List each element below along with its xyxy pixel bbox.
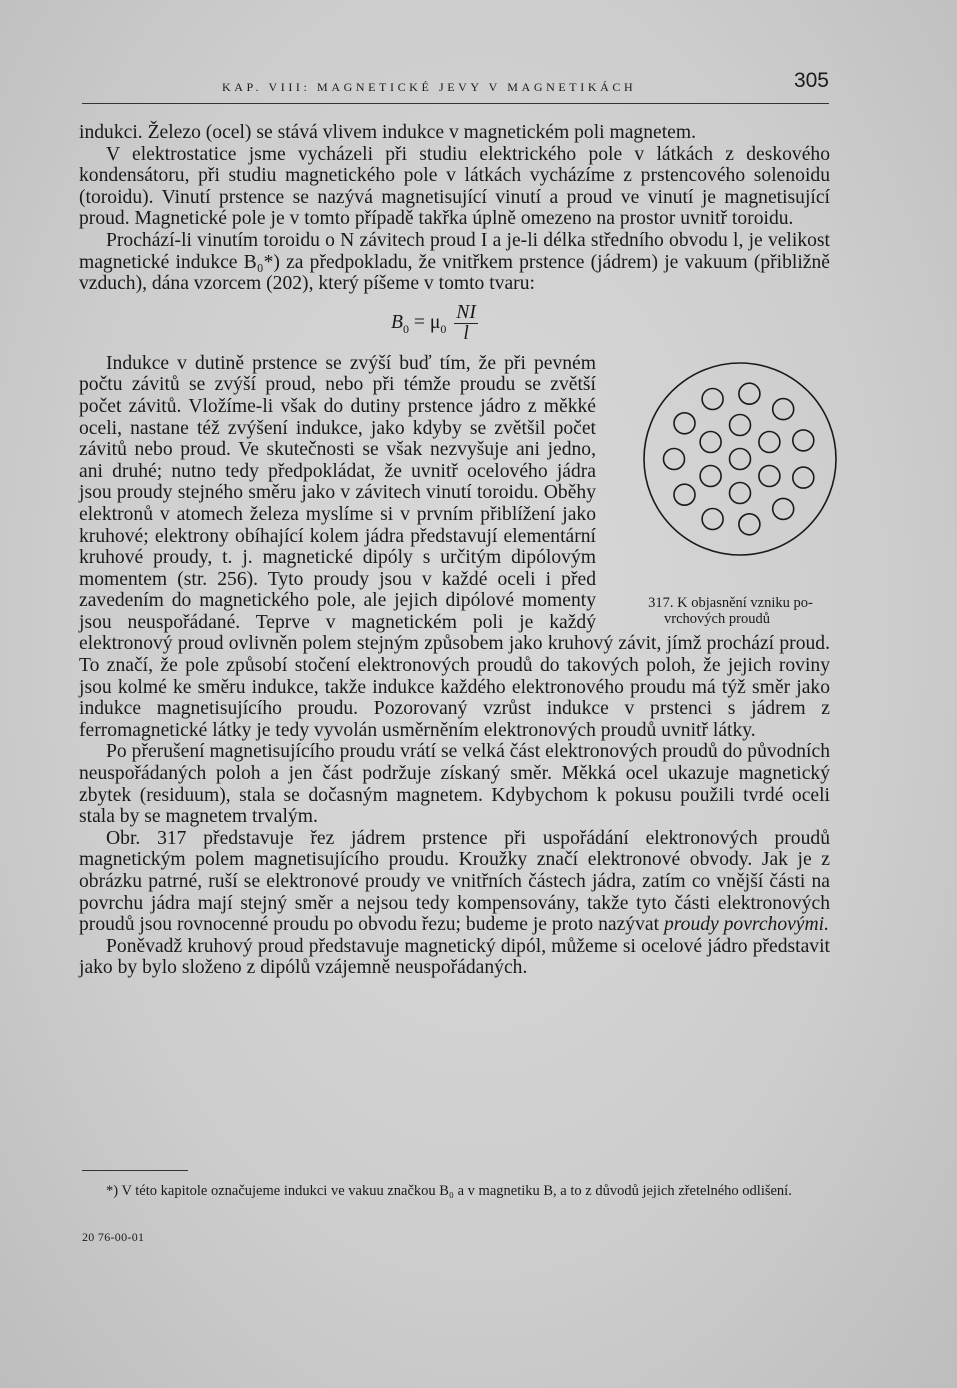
body-text — [79, 122, 830, 979]
electron-loop — [739, 383, 760, 404]
page-header — [82, 60, 829, 104]
formula-202 — [79, 295, 830, 353]
formula-equals: = — [413, 311, 425, 333]
electron-loop — [674, 413, 695, 434]
paragraph-1: indukci. Železo (ocel) se stává vlivem indukce v magnetickém poli magnetem. — [79, 122, 696, 143]
figure-caption-line-2: vrchových proudů — [664, 610, 770, 627]
electron-loop — [700, 465, 721, 486]
formula-mu: μ — [429, 311, 441, 333]
core-cross-section-diagram — [640, 359, 840, 559]
electron-loop — [739, 514, 760, 535]
paragraph-4 — [79, 353, 830, 742]
electron-loop — [702, 388, 723, 409]
formula-fraction — [454, 303, 478, 344]
surface-currents-term: proudy povrchovými. — [663, 914, 829, 936]
electron-loop — [702, 508, 723, 529]
printer-signature: 20 76-00-01 — [82, 1230, 145, 1244]
core-outline — [644, 363, 836, 555]
electron-loop — [674, 484, 695, 505]
running-head: KAP. VIII: MAGNETICKÉ JEVY V MAGNETIKÁCH — [222, 80, 637, 94]
electron-loop — [793, 467, 814, 488]
paragraph-6 — [79, 828, 830, 936]
paragraph-5: Po přerušení magnetisujícího proudu vrátí se velká část elektronových proudů do původních neuspořádaných poloh a jen část podržuje získaný směr. Měkká ocel ukazuje magnetický zbytek (residuum), stala se dočasným magnetem. Kdybychom k pokusu použili tvrdé oceli stala by se magnetem trvalým. — [79, 741, 830, 828]
figure-caption-line-1: 317. K objasnění vzniku po- — [648, 594, 813, 611]
paragraph-4-text: Indukce v dutině prstence se zvýší buď tím, že při pevném počtu závitů se zvýší proud, nebo při témže proudu se zvětší počet závitů. Vložíme-li však do dutiny prstence jádro z měkké oceli, nastane též zvýšení indukce, jako kdyby se zvětšil počet závitů nebo proud. Ve skutečnosti se však nezvyšuje ani jedno, ani druhé; nutno tedy předpokládat, že uvnitř ocelového jádra jsou proudy stejného směru jako v závitech vinutí toroidu. Oběhy elektronů v atomech železa myslíme si v prvním přiblížení jako kruhové; elektrony obíhající kolem jádra představují elementární kruhové proudy, t. j. magnetické dipóly s určitým dipólovým momentem (str. 256). Tyto proudy jsou v každé oceli i před zavedením do magnetického pole, ale jejich dipólové momenty jsou neuspořádané. Teprve v magnetickém poli je každý elektronový proud ovlivněn polem stejným způsobem jako kruhový závit, jímž prochází proud. To značí, že pole způsobí stočení elektronových proudů do takových poloh, že jejich roviny jsou kolmé ke směru indukce, takže indukce každého elektronového proudu má týž směr jako indukce magnetisujícího proudu. Pozorovaný vzrůst indukce v prstenci s jádrem z ferromagnetické látky je tedy vyvolán usměrněním elektronových proudů uvnitř látky. — [79, 352, 830, 741]
header-rule — [82, 103, 829, 104]
electron-loop — [773, 398, 794, 419]
paragraph-6-text: Obr. 317 představuje řez jádrem prstence při uspořádání elektronových proudů magnetickým polem magnetisujícího proudu. Kroužky značí elektronové obvody. Jak je z obrázku patrné, ruší se elektronové proudy ve vnitřních částech jádra, zatím co vnější části na povrchu jádra mají stejný směr a nejsou tedy kompensovány, takže tyto části elektronových proudů jsou rovnocenné proudu po obvodu řezu; budeme je proto nazývat — [79, 827, 830, 936]
electron-loop — [730, 414, 751, 435]
electron-loop — [664, 448, 685, 469]
footnote-rule — [82, 1170, 188, 1171]
figure-caption — [601, 595, 833, 627]
formula-mu-subscript: 0 — [440, 321, 447, 336]
electron-loops — [664, 383, 814, 535]
page-number: 305 — [793, 69, 829, 92]
paragraph-2: V elektrostatice jsme vycházeli při studiu elektrického pole v látkách z deskového kondensátoru, při studiu magnetického pole v látkách vycházíme z prstencového solenoidu (toroidu). Vinutí prstence se nazývá magnetisující vinutí a proud ve vinutí je magnetisující proud. Magnetické pole je v tomto případě takřka úplně omezeno na prostor uvnitř toroidu. — [79, 143, 830, 230]
footnote: *) V této kapitole označujeme indukci ve vakuu značkou B₀ a v magnetiku B, a to z důvodů jejich zřetelného odlišení. — [106, 1183, 792, 1199]
formula-lhs: B — [391, 311, 403, 333]
electron-loop — [759, 465, 780, 486]
electron-loop — [700, 431, 721, 452]
formula-lhs-subscript: 0 — [402, 321, 409, 336]
electron-loop — [759, 431, 780, 452]
figure-317 — [610, 359, 835, 627]
formula-denominator: l — [463, 322, 469, 344]
formula-numerator: NI — [456, 301, 476, 323]
paragraph-3: Prochází-li vinutím toroidu o N závitech proud I a je-li délka středního obvodu l, je velikost magnetické indukce B₀*) za předpokladu, že vnitřkem prstence (jádrem) je vakuum (přibližně vzduch), dána vzorcem (202), který píšeme v tomto tvaru: — [79, 229, 830, 295]
electron-loop — [793, 430, 814, 451]
electron-loop — [773, 498, 794, 519]
paragraph-7: Poněvadž kruhový proud představuje magnetický dipól, můžeme si ocelové jádro představit jako by bylo složeno z dipólů vzájemně neuspořádaných. — [79, 935, 830, 979]
electron-loop — [730, 482, 751, 503]
electron-loop — [730, 448, 751, 469]
